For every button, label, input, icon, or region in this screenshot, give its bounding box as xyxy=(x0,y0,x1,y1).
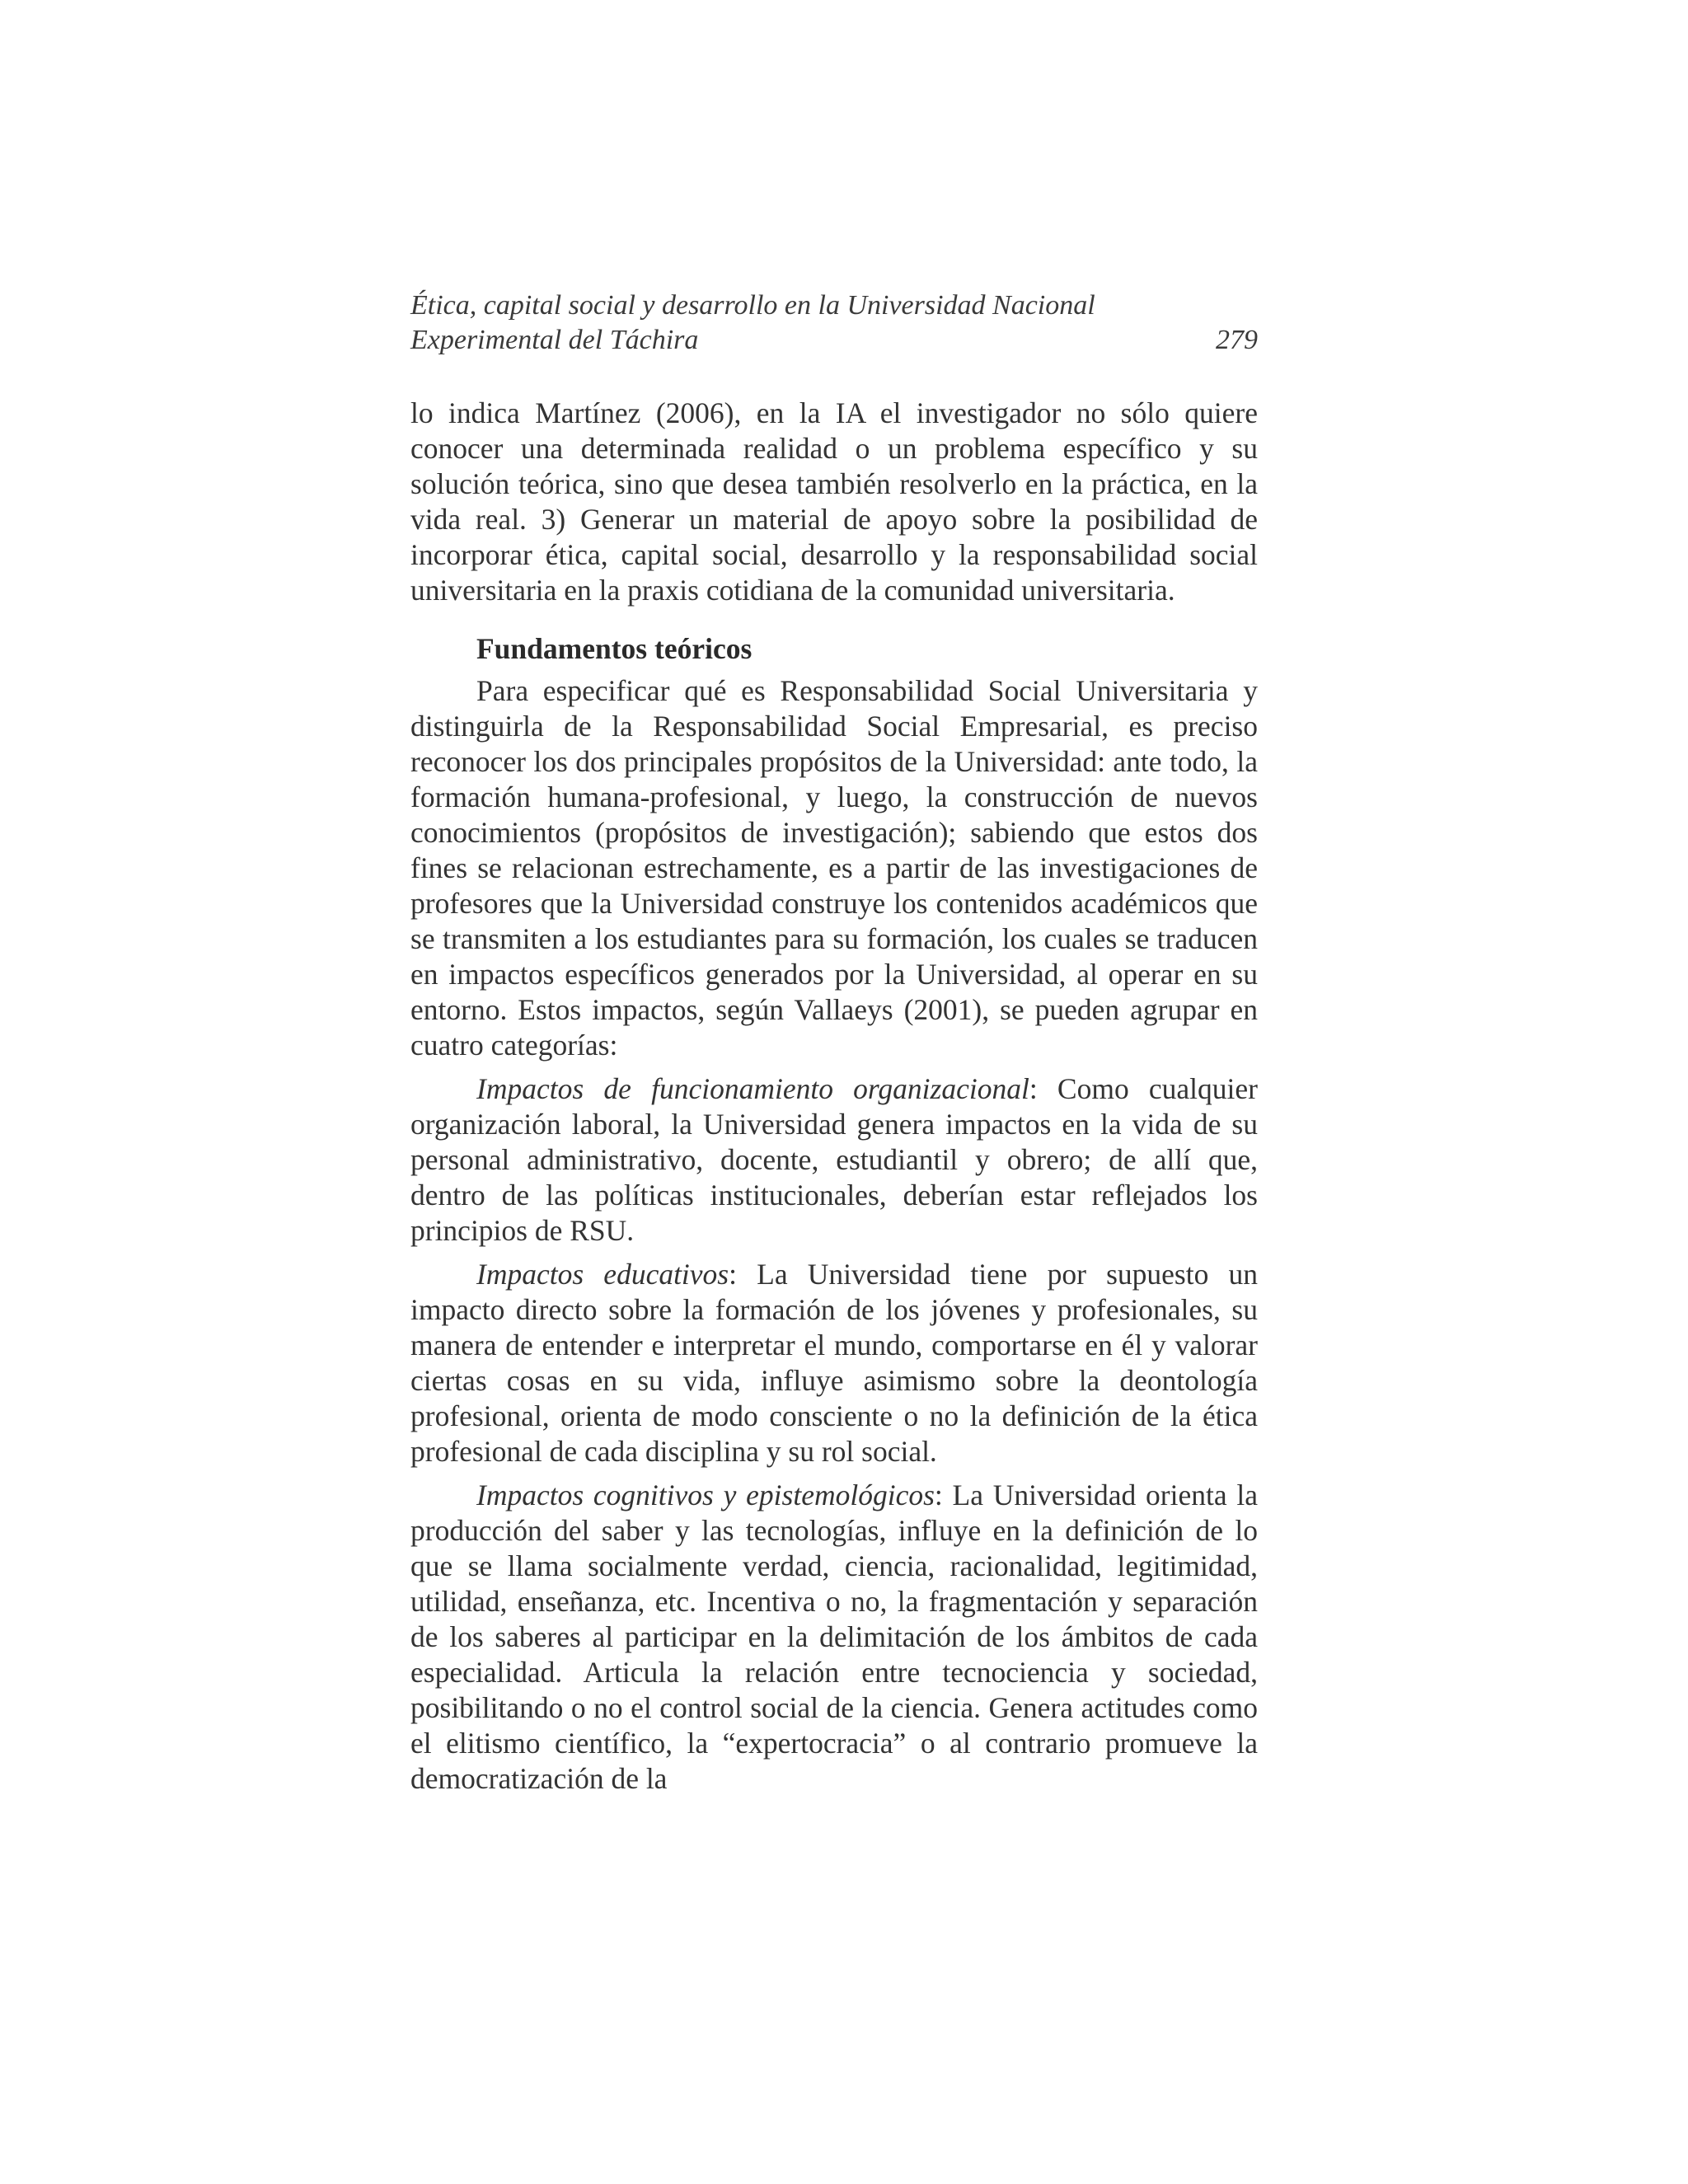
header-title-line-2: Experimental del Táchira xyxy=(410,325,699,355)
running-header xyxy=(410,288,1258,358)
text-organizational-impacts: : Como cualquier organización laboral, la Universidad genera impactos en la vida de su personal administrativo, docente, estudiantil y obrero; de allí que, dentro de las políticas institucionales, deberían estar reflejados los principios de RSU. xyxy=(410,1072,1258,1247)
term-organizational-impacts: Impactos de funcionamiento organizacional xyxy=(476,1072,1029,1105)
text-cognitive-impacts: : La Universidad orienta la producción del saber y las tecnologías, influye en la definición de lo que se llama socialmente verdad, ciencia, racionalidad, legitimidad, utilidad, enseñanza, etc. Incentiva o no, la fragmentación y separación de los saberes al participar en la delimitación de los ámbitos de cada especialidad. Articula la relación entre tecnociencia y sociedad, posibilitando o no el control social de la ciencia. Genera actitudes como el elitismo científico, la “expertocracia” o al contrario promueve la democratización de la xyxy=(410,1479,1258,1795)
paragraph-definition: Para especificar qué es Responsabilidad Social Universitaria y distinguirla de la Responsabilidad Social Empresarial, es preciso reconocer los dos principales propósitos de la Universidad: ante todo, la formación humana-profesional, y luego, la construcción de nuevos conocimientos (propósitos de investigación); sabiendo que estos dos fines se relacionan estrechamente, es a partir de las investigaciones de profesores que la Universidad construye los contenidos académicos que se transmiten a los estudiantes para su formación, los cuales se traducen en impactos específicos generados por la Universidad, al operar en su entorno. Estos impactos, según Vallaeys (2001), se pueden agrupar en cuatro categorías: xyxy=(410,674,1258,1062)
header-title-line-1: Ética, capital social y desarrollo en la Universidad Nacional xyxy=(410,290,1095,321)
body-text xyxy=(410,396,1258,1797)
intro-paragraph: lo indica Martínez (2006), en la IA el investigador no sólo quiere conocer una determinada realidad o un problema específico y su solución teórica, sino que desea también resolverlo en la práctica, en la vida real. 3) Generar un material de apoyo sobre la posibilidad de incorporar ética, capital social, desarrollo y la responsabilidad social universitaria en la praxis cotidiana de la comunidad universitaria. xyxy=(410,396,1258,607)
page-number: 279 xyxy=(1216,325,1258,355)
section-heading: Fundamentos teóricos xyxy=(476,632,753,665)
term-cognitive-impacts: Impactos cognitivos y epistemológicos xyxy=(476,1479,935,1511)
text-educational-impacts: : La Universidad tiene por supuesto un impacto directo sobre la formación de los jóvenes y profesionales, su manera de entender e interpretar el mundo, comportarse en él y valorar ciertas cosas en su vida, influye asimismo sobre la deontología profesional, orienta de modo consciente o no la definición de la ética profesional de cada disciplina y su rol social. xyxy=(410,1258,1258,1468)
paragraph-organizational-impacts xyxy=(410,1071,1258,1249)
term-educational-impacts: Impactos educativos xyxy=(476,1258,729,1291)
header-line-2 xyxy=(410,323,1258,358)
paragraph-educational-impacts xyxy=(410,1257,1258,1469)
paragraph-cognitive-impacts xyxy=(410,1478,1258,1797)
